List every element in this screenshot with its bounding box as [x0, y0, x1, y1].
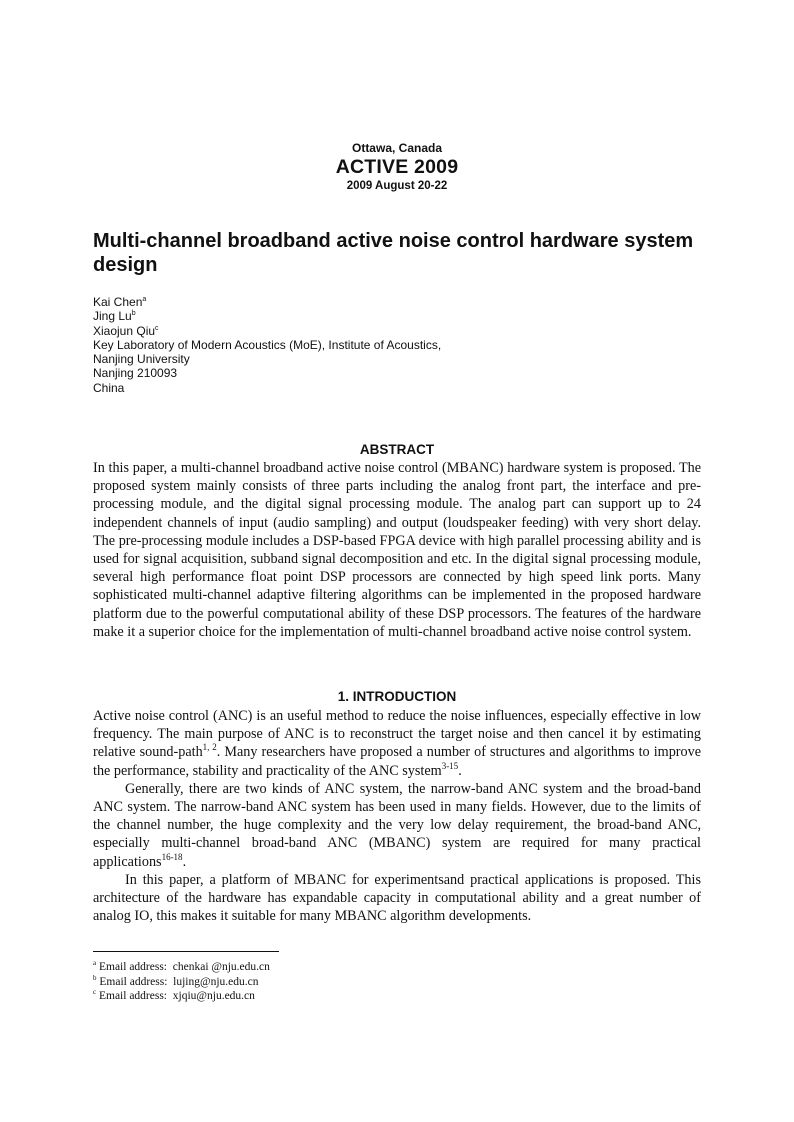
footnote-email: chenkai @nju.edu.cn: [172, 961, 270, 973]
introduction-heading: 1. INTRODUCTION: [337, 689, 457, 704]
citation-ref: 1, 2: [202, 742, 217, 753]
author-name: Jing Lu: [93, 309, 132, 324]
intro-text-segment: Active noise control (ANC) is an useful method to reduce the noise influences, especially effective in low frequency. The main purpose of ANC is to reconstruct the target noise and then cancel it by estimating relative sound-path: [93, 708, 701, 761]
conference-name: ACTIVE 2009: [335, 156, 459, 178]
affiliation-line: Nanjing 210093: [93, 366, 178, 381]
conference-date: 2009 August 20-22: [346, 180, 448, 192]
footnote-mark: a: [93, 959, 97, 967]
abstract-body: [93, 459, 701, 641]
author-mark: a: [142, 296, 147, 303]
author-block: [93, 295, 441, 395]
citation-ref: 16-18: [161, 851, 183, 862]
footnotes: [93, 960, 270, 1004]
intro-text-segment: .: [182, 853, 187, 870]
footnote-email: xjqiu@nju.edu.cn: [172, 990, 255, 1002]
author-line: [93, 324, 441, 338]
footnote-mark: c: [93, 988, 97, 996]
footnote-divider: [93, 951, 279, 952]
footnote-label: Email address:: [99, 975, 168, 988]
intro-paragraph-3: In this paper, a platform of MBANC for experimentsand practical applications is proposed. This architecture of the hardware has expandable capacity in computational ability and a great number of analog IO, this makes it suitable for many MBANC algorithm developments.: [93, 871, 701, 925]
footnote: [93, 975, 270, 990]
footnote: [93, 989, 270, 1004]
author-mark: c: [155, 324, 159, 332]
intro-text-segment: Generally, there are two kinds of ANC system, the narrow-band ANC system and the broad-band ANC system. The narrow-band ANC system has been used in many fields. However, due to the limits of the channel number, the huge complexity and the very low delay requirement, the broad-band ANC, especially multi-channel broad-band ANC (MBANC) system are required for many practical applications: [93, 780, 701, 870]
affiliation-line: Key Laboratory of Modern Acoustics (MoE), Institute of Acoustics,: [93, 337, 442, 352]
citation-ref: 3-15: [441, 760, 459, 771]
intro-text-segment: . Many researchers have proposed a number of structures and algorithms to improve the performance, stability and practicality of the ANC system: [93, 744, 702, 779]
intro-paragraph-1: [93, 707, 701, 780]
footnote-label: Email address:: [98, 990, 168, 1002]
intro-text-segment: .: [458, 762, 462, 779]
abstract-heading: ABSTRACT: [359, 442, 435, 457]
footnote: [93, 960, 270, 975]
footnote-mark: b: [93, 973, 97, 982]
footnote-label: Email address:: [98, 961, 168, 973]
affiliation-line: Nanjing University: [93, 352, 190, 367]
author-name: Kai Chen: [93, 295, 143, 309]
footnote-email: lujing@nju.edu.cn: [173, 975, 259, 988]
author-mark: b: [131, 310, 136, 318]
intro-paragraph-2: [93, 780, 701, 871]
author-name: Xiaojun Qiu: [93, 323, 156, 338]
paper-title: Multi-channel broadband active noise control hardware system design: [93, 230, 694, 276]
introduction-body: [93, 707, 701, 925]
conference-location: Ottawa, Canada: [351, 141, 443, 155]
author-line: [93, 295, 441, 309]
affiliation-line: China: [93, 380, 125, 395]
abstract-paragraph: In this paper, a multi-channel broadband active noise control (MBANC) hardware system is proposed. The proposed system mainly consists of three parts including the analog front part, the interface and pre-processing module, and the digital signal processing module. The analog part can support up to 24 independent channels of input (audio sampling) and output (loudspeaker feeding) with very short delay. The pre-processing module includes a DSP-based FPGA device with high parallel processing ability and is used for signal acquisition, subband signal decomposition and etc. In the digital signal processing module, several high performance float point DSP processors are connected by high speed link ports. Many sophisticated multi-channel adaptive filtering algorithms can be implemented in the proposed hardware platform due to the powerful computational ability of these DSP processors. The features of the hardware make it a superior choice for the implementation of multi-channel broadband active noise control system.: [93, 460, 701, 640]
author-line: [93, 309, 441, 323]
